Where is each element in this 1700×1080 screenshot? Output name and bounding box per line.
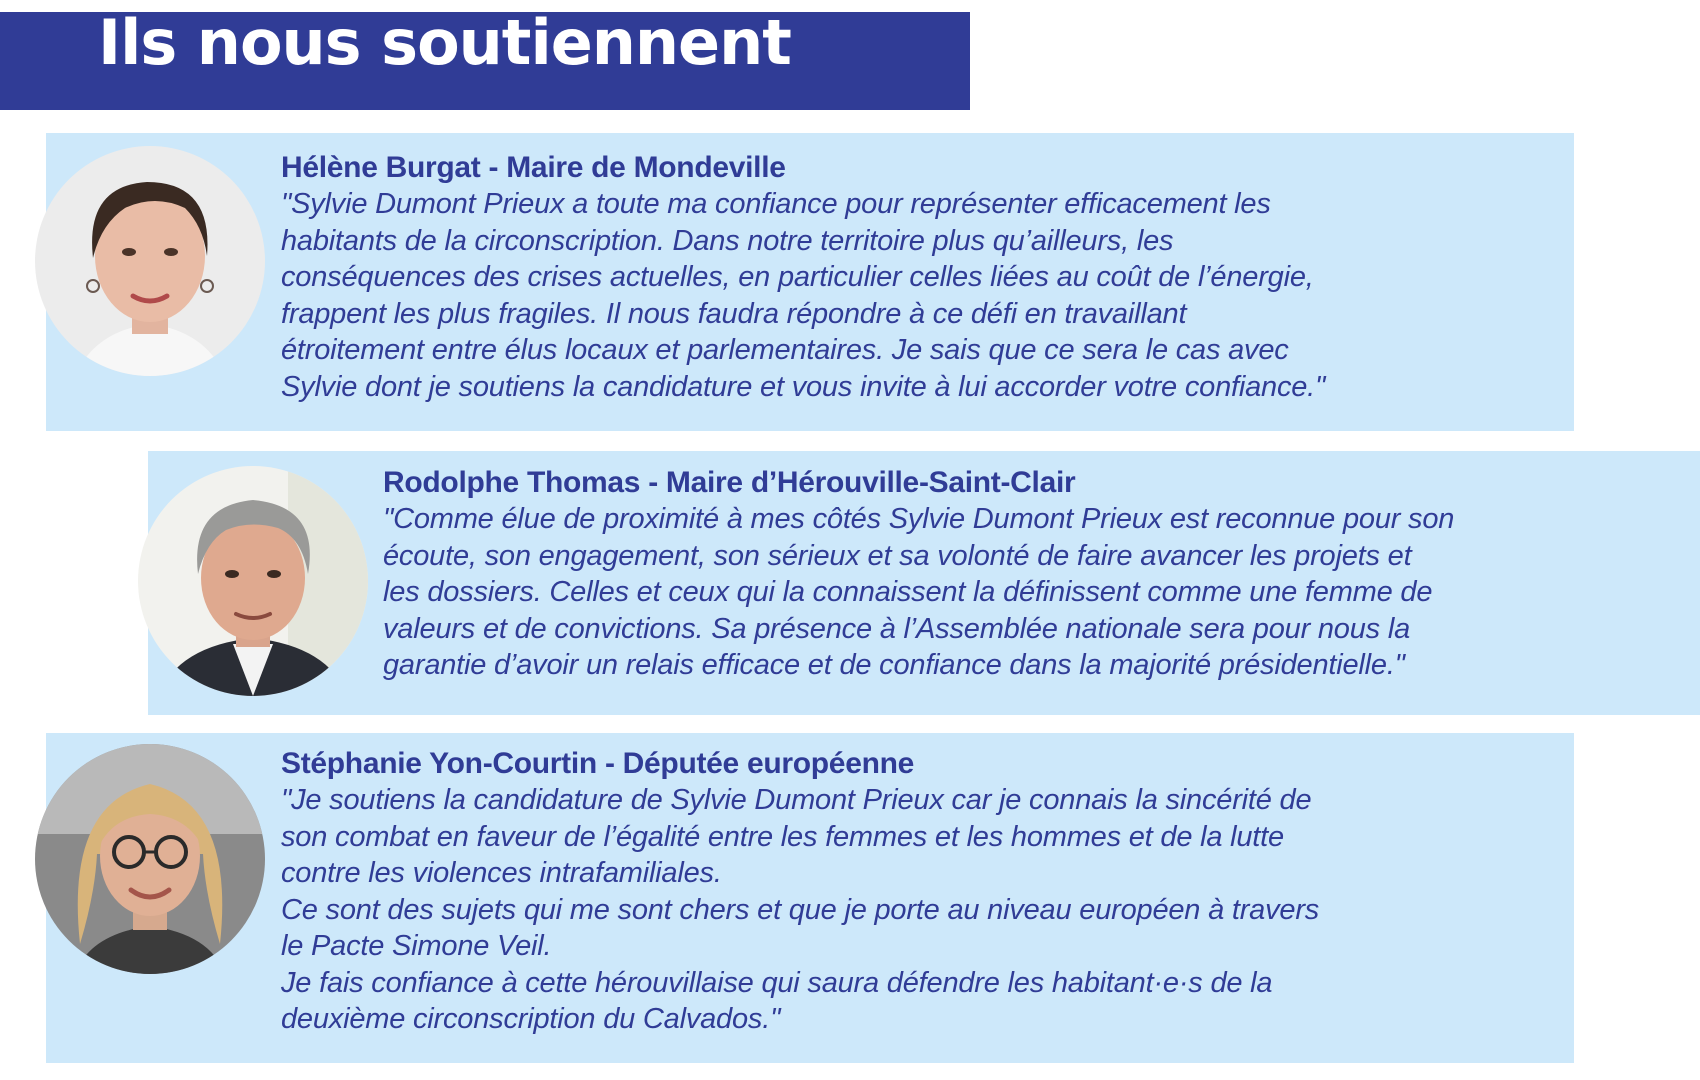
quote-line: les dossiers. Celles et ceux qui la connaissent la définissent comme une femme de	[383, 576, 1433, 608]
quote-line: Je fais confiance à cette hérouvillaise qui saura défendre les habitant·e·s de la	[281, 966, 1273, 999]
quote-line: Sylvie dont je soutiens la candidature et vous invite à lui accorder votre confiance."	[281, 370, 1326, 403]
quote-line: valeurs et de convictions. Sa présence à l’Assemblée nationale sera pour nous la	[383, 612, 1410, 645]
quote-line: conséquences des crises actuelles, en particulier celles liées au coût de l’énergie,	[281, 261, 1314, 293]
quote-line: Ce sont des sujets qui me sont chers et que je porte au niveau européen à travers	[281, 893, 1320, 926]
supporter-photo	[35, 744, 265, 974]
quote-line: deuxième circonscription du Calvados."	[281, 1003, 781, 1035]
supporter-name: Hélène Burgat - Maire de Mondeville	[281, 151, 786, 184]
supporter-text	[281, 150, 1571, 405]
portrait-photo-1	[35, 146, 265, 376]
quote-line: frappent les plus fragiles. Il nous faudra répondre à ce défi en travaillant	[281, 297, 1187, 330]
quote-line: "Comme élue de proximité à mes côtés Sylvie Dumont Prieux est reconnue pour son	[383, 503, 1455, 535]
supporter-text	[383, 465, 1693, 684]
quote-line: son combat en faveur de l’égalité entre les femmes et les hommes et de la lutte	[281, 820, 1284, 853]
quote-line: le Pacte Simone Veil.	[281, 930, 552, 962]
portrait-photo-2	[138, 466, 368, 696]
quote-line: écoute, son engagement, son sérieux et sa volonté de faire avancer les projets et	[383, 539, 1412, 572]
quote-line: "Sylvie Dumont Prieux a toute ma confiance pour représenter efficacement les	[281, 188, 1271, 220]
quote-line: étroitement entre élus locaux et parlementaires. Je sais que ce sera le cas avec	[281, 334, 1289, 366]
supporter-photo	[35, 146, 265, 376]
page-title: Ils nous soutiennent	[98, 6, 791, 79]
portrait-photo-3	[35, 744, 265, 974]
supporter-text	[281, 746, 1571, 1038]
quote-line: habitants de la circonscription. Dans notre territoire plus qu’ailleurs, les	[281, 224, 1174, 257]
supporter-name: Rodolphe Thomas - Maire d’Hérouville-Saint-Clair	[383, 466, 1076, 499]
supporter-photo	[138, 466, 368, 696]
quote-line: "Je soutiens la candidature de Sylvie Dumont Prieux car je connais la sincérité de	[281, 784, 1312, 816]
quote-line: garantie d’avoir un relais efficace et de confiance dans la majorité présidentielle."	[383, 649, 1405, 681]
supporter-name: Stéphanie Yon-Courtin - Députée européenne	[281, 747, 915, 780]
quote-line: contre les violences intrafamiliales.	[281, 857, 722, 889]
